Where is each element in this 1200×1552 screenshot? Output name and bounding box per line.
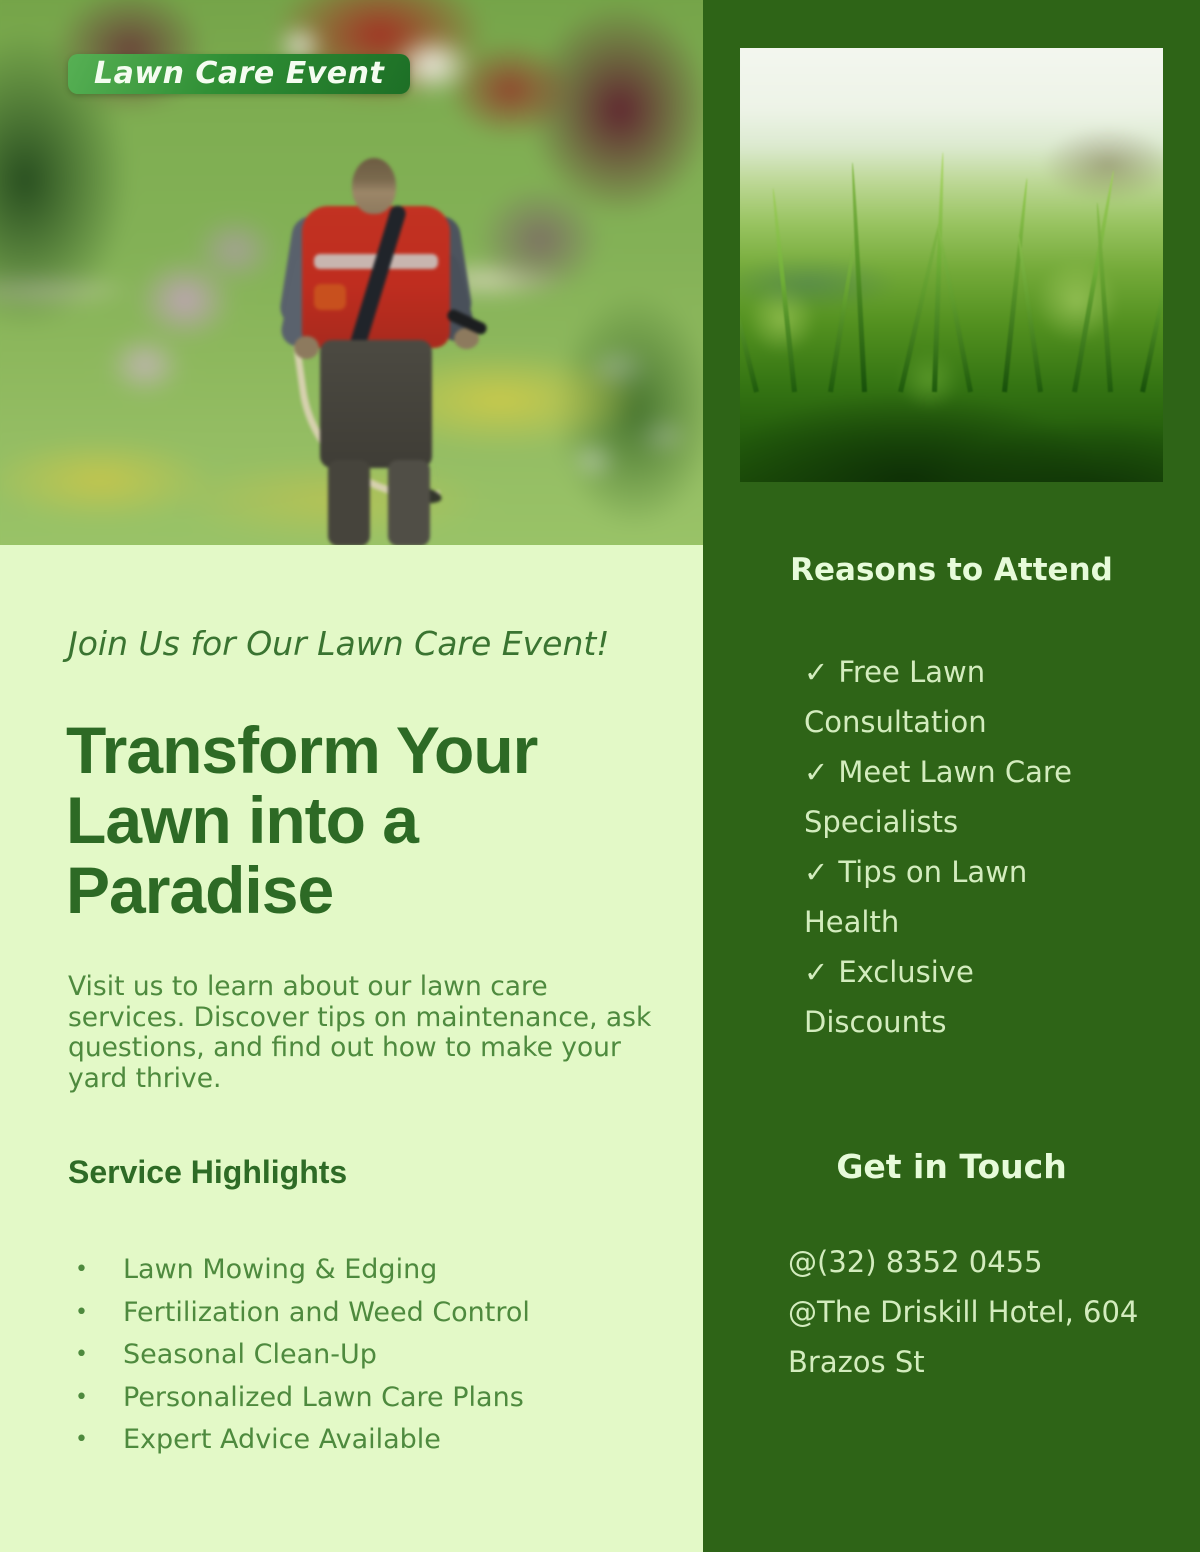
grass-blades: [740, 48, 1163, 482]
man-overalls: [320, 340, 432, 468]
reasons-list: [804, 647, 1116, 1047]
bullet-icon: •: [75, 1257, 88, 1282]
trimmer-motor: [314, 284, 346, 310]
check-icon: ✓: [804, 955, 829, 989]
contact-line: @The Driskill Hotel, 604 Brazos St: [788, 1295, 1139, 1379]
reason-label: Tips on Lawn Health: [804, 855, 1028, 939]
reason-label: Exclusive Discounts: [804, 955, 974, 1039]
reason-item: [804, 847, 1116, 947]
service-label: Personalized Lawn Care Plans: [123, 1381, 524, 1413]
service-item: [75, 1249, 530, 1292]
intro-tagline: Join Us for Our Lawn Care Event!: [68, 624, 610, 663]
bullet-icon: •: [75, 1342, 88, 1367]
service-item: [75, 1292, 530, 1335]
man-right-leg: [388, 460, 430, 545]
services-list: [75, 1249, 530, 1462]
description-paragraph: Visit us to learn about our lawn care services. Discover tips on maintenance, ask questions, and find out how to make your yard thrive.: [68, 971, 652, 1094]
bullet-icon: •: [75, 1427, 88, 1452]
service-item: [75, 1377, 530, 1420]
reasons-heading: Reasons to Attend: [790, 552, 1113, 588]
contact-heading: Get in Touch: [836, 1147, 1067, 1186]
reason-item: [804, 747, 1116, 847]
headline: Transform Your Lawn into a Paradise: [66, 713, 538, 927]
check-icon: ✓: [804, 855, 829, 889]
check-icon: ✓: [804, 655, 829, 689]
bullet-icon: •: [75, 1384, 88, 1410]
reason-item: [804, 947, 1116, 1047]
right-column: [703, 0, 1200, 1552]
service-item: [75, 1334, 530, 1377]
service-label: Expert Advice Available: [123, 1424, 441, 1455]
check-icon: ✓: [804, 755, 829, 789]
contact-line: @(32) 8352 0455: [788, 1245, 1043, 1279]
contact-list: [788, 1237, 1200, 1387]
event-badge: [68, 54, 410, 94]
reason-label: Free Lawn Consultation: [804, 655, 987, 739]
service-item: [75, 1419, 530, 1462]
hero-photo: [0, 0, 703, 545]
grass-photo: [740, 48, 1163, 482]
service-label: Fertilization and Weed Control: [123, 1296, 530, 1328]
reason-item: [804, 647, 1116, 747]
reason-label: Meet Lawn Care Specialists: [804, 755, 1072, 839]
man-left-hand: [294, 336, 319, 359]
event-badge-label: Lawn Care Event: [94, 56, 385, 91]
service-label: Lawn Mowing & Edging: [123, 1254, 438, 1285]
bullet-icon: •: [75, 1299, 88, 1325]
service-label: Seasonal Clean-Up: [123, 1339, 377, 1370]
man-left-leg: [328, 460, 370, 545]
man-head: [352, 158, 396, 214]
services-heading: Service Highlights: [68, 1154, 348, 1190]
